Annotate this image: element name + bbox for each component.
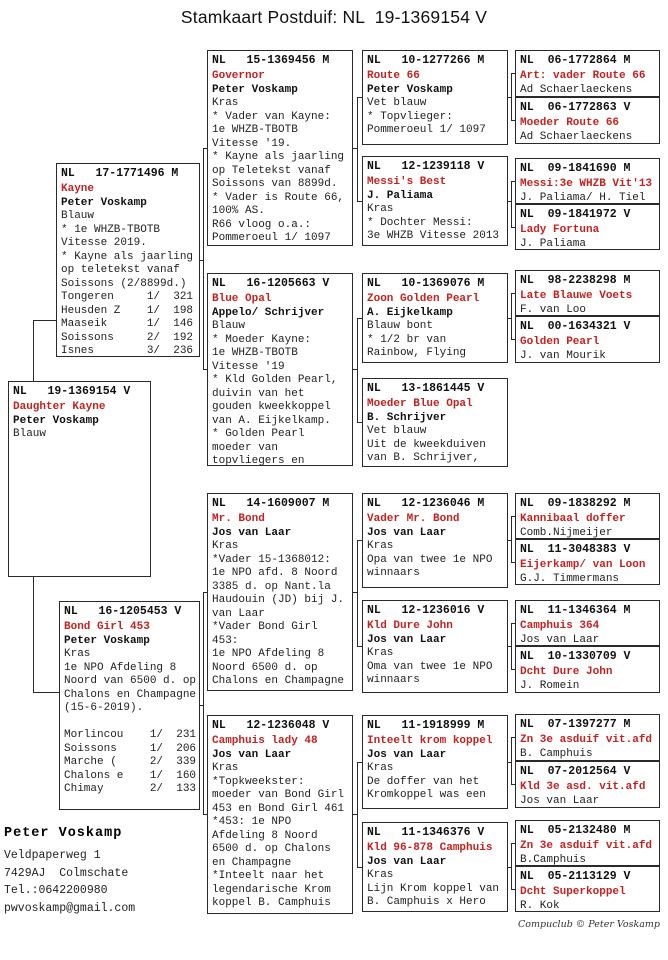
pigeon-name: Kayne <box>61 183 95 195</box>
box-line: Ad Schaerlaeckens <box>520 130 633 143</box>
connector-line <box>203 148 208 149</box>
connector-line <box>511 737 512 785</box>
pigeon-name: Camphuis lady 48 <box>212 735 318 747</box>
box-line: op Teletekst vanaf <box>212 164 331 177</box>
box-line: * Kayne als jaarling <box>212 151 345 163</box>
box-line: Kromkoppel was een <box>367 789 486 801</box>
pigeon-name: Inteelt krom koppel <box>367 735 493 747</box>
connector-line <box>511 669 516 670</box>
box-line: G.J. Timmermans <box>520 572 620 585</box>
connector-line <box>357 540 363 541</box>
box-line: Opa van twee 1e NPO <box>367 553 493 566</box>
box-line: van Laar <box>212 607 265 620</box>
connector-line <box>33 320 34 382</box>
box-line: Blauw <box>13 428 47 440</box>
pedigree-box-vader-mr-bond <box>362 493 508 588</box>
box-line: Chalons en Champagne <box>64 688 197 701</box>
ring-number: NL 07-2012564 V <box>520 765 631 778</box>
pigeon-name: Messi's Best <box>367 176 447 188</box>
pedigree-box-messis-best <box>362 156 508 246</box>
pedigree-box-dcht-dure-john <box>515 646 660 693</box>
connector-line <box>511 181 512 228</box>
box-line: *Inteelt naar het <box>212 870 325 882</box>
pedigree-box-eijerkamp-van-loon <box>515 539 660 585</box>
fancier-name: B. Schrijver <box>367 411 447 424</box>
pedigree-box-daughter-kayne <box>8 381 151 577</box>
connector-line <box>357 540 358 647</box>
box-line: * Dochter Messi: <box>367 216 473 229</box>
pigeon-name: Vader Mr. Bond <box>367 513 460 525</box>
connector-line <box>511 293 512 340</box>
ring-number: NL 10-1277266 M <box>367 54 485 67</box>
page-title: Stamkaart Postduif: NL 19-1369154 V <box>180 7 488 27</box>
box-line: * 1e WHZB-TBOTB <box>61 223 161 236</box>
fancier-name: A. Eijkelkamp <box>367 306 453 319</box>
box-line: van A. Eijkelkamp. <box>212 414 331 427</box>
box-line: Kras <box>212 762 239 774</box>
pigeon-name: Moeder Blue Opal <box>367 398 473 410</box>
connector-line <box>357 762 363 763</box>
connector-line <box>203 592 208 593</box>
box-line: 3e WHZB Vitesse 2013 <box>367 230 500 242</box>
box-line: Kras <box>212 540 239 552</box>
connector-line <box>511 516 512 563</box>
ring-number: NL 05-2113129 V <box>520 870 631 883</box>
ring-number: NL 10-1330709 V <box>520 650 631 663</box>
box-line: en Champagne <box>212 856 292 869</box>
box-line: Jos van Laar <box>520 633 600 646</box>
pedigree-box-lady-fortuna <box>515 204 660 250</box>
box-line: Afdeling 8 Noord <box>212 829 318 842</box>
box-line: Isnes 3/ 236 <box>61 345 194 357</box>
box-line: Maaseik 1/ 146 <box>61 318 194 330</box>
box-line: winnaars <box>367 567 420 579</box>
fancier-name: Jos van Laar <box>367 526 447 539</box>
box-line: koppel B. Camphuis <box>212 897 331 909</box>
ring-number: NL 98-2238298 M <box>520 274 631 287</box>
box-line: J. van Mourik <box>520 349 606 362</box>
pedigree-box-zn-3e-asduif-vitafd-1 <box>515 714 660 761</box>
connector-line <box>203 369 208 370</box>
ring-number: NL 16-1205453 V <box>64 605 182 618</box>
box-line: Kras <box>212 97 239 109</box>
box-line: Vitesse 2019. <box>61 237 147 249</box>
box-line: 1e NPO afd. 8 Noord <box>212 567 338 579</box>
box-line: Kras <box>367 869 394 881</box>
connector-line <box>511 73 516 74</box>
pigeon-name: Messi:3e WHZB Vit'13 <box>520 178 653 190</box>
box-line: Vitesse '19 <box>212 360 285 373</box>
connector-line <box>511 784 516 785</box>
connector-line <box>357 318 358 423</box>
box-line: Oma van twee 1e NPO <box>367 660 493 673</box>
box-line: Noord 6500 d. op <box>212 661 318 674</box>
connector-line <box>357 867 363 868</box>
pedigree-box-blue-opal <box>207 273 353 466</box>
fancier-name: Peter Voskamp <box>13 414 99 427</box>
box-line: Kras <box>367 540 394 552</box>
box-line: 1e WHZB-TBOTB <box>212 124 298 136</box>
ring-number: NL 11-3048383 V <box>520 543 631 556</box>
pigeon-name: Zoon Golden Pearl <box>367 293 480 305</box>
box-line: Blauw bont <box>367 320 434 332</box>
pigeon-name: Zn 3e asduif vit.afd <box>520 734 653 746</box>
pedigree-box-governor <box>207 50 353 246</box>
pedigree-box-kayne <box>56 163 200 357</box>
connector-line <box>511 120 516 121</box>
owner-phone: Tel.:0642200980 <box>4 884 108 897</box>
connector-line <box>357 201 363 202</box>
box-line: Soissons (2/8899d.) <box>61 277 187 290</box>
connector-line <box>511 293 516 294</box>
box-line: Marche ( 2/ 339 <box>64 756 197 768</box>
pigeon-name: Route 66 <box>367 70 420 82</box>
box-line: De doffer van het <box>367 775 480 788</box>
box-line: Rainbow, Flying <box>367 347 467 359</box>
connector-line <box>511 339 516 340</box>
pedigree-box-art-vader-route-66 <box>515 50 660 97</box>
box-line: van B. Schrijver, <box>367 452 480 464</box>
box-line: R66 vloog o.a.: <box>212 218 312 231</box>
box-line: op teletekst vanaf <box>61 264 180 276</box>
connector-line <box>511 843 516 844</box>
ring-number: NL 19-1369154 V <box>13 385 131 398</box>
ring-number: NL 13-1861445 V <box>367 382 485 395</box>
pigeon-name: Zn 3e asduif vit.afd <box>520 840 653 852</box>
box-line: * Vader is Route 66, <box>212 191 345 204</box>
ring-number: NL 05-2132480 M <box>520 824 631 837</box>
box-line: *Vader 15-1368012: <box>212 553 331 566</box>
box-line <box>64 716 197 730</box>
box-line: *Topkweekster: <box>212 775 305 788</box>
ring-number: NL 00-1634321 V <box>520 320 631 333</box>
box-line: B. Camphuis x Hero <box>367 896 486 908</box>
pigeon-name: Blue Opal <box>212 293 272 305</box>
box-line: 453: <box>212 634 239 647</box>
box-line: Soissons 1/ 206 <box>64 742 197 755</box>
ring-number: NL 11-1346364 M <box>520 604 631 617</box>
box-line: Noord van 6500 d. op <box>64 675 197 687</box>
box-line: gouden kweekkoppel <box>212 401 331 413</box>
box-line: J. Paliama/ H. Tiel <box>520 191 646 204</box>
pedigree-box-zoon-golden-pearl <box>362 273 508 363</box>
pigeon-name: Art: vader Route 66 <box>520 70 646 82</box>
pedigree-box-moeder-blue-opal <box>362 378 508 467</box>
box-line: 3385 d. op Nant.la <box>212 580 331 593</box>
connector-line <box>357 762 358 868</box>
ring-number: NL 14-1609007 M <box>212 497 330 510</box>
box-line: Kras <box>367 203 394 215</box>
pedigree-box-golden-pearl <box>515 316 660 363</box>
box-line: 100% AS. <box>212 205 265 217</box>
box-line: Kras <box>64 648 91 660</box>
box-line: Soissons van 8899d. <box>212 178 338 190</box>
pigeon-name: Mr. Bond <box>212 513 265 525</box>
box-line: (15-6-2019). <box>64 702 144 714</box>
box-line: Tongeren 1/ 321 <box>61 291 194 303</box>
ring-number: NL 12-1239118 V <box>367 160 485 173</box>
box-line: moeder van <box>212 441 279 454</box>
pedigree-box-camphuis-364 <box>515 600 660 646</box>
connector-line <box>511 562 516 563</box>
ring-number: NL 12-1236046 M <box>367 497 485 510</box>
box-line: Comb.Nijmeijer <box>520 526 613 539</box>
ring-number: NL 15-1369456 M <box>212 54 330 67</box>
pedigree-box-route-66 <box>362 50 508 145</box>
box-line: Blauw <box>61 210 95 222</box>
box-line: * Kayne als jaarling <box>61 250 194 263</box>
footer-credit: Compuclub © Peter Voskamp <box>518 919 660 930</box>
owner-address-block <box>4 826 135 917</box>
fancier-name: Jos van Laar <box>212 526 292 539</box>
ring-number: NL 11-1346376 V <box>367 826 485 839</box>
connector-line <box>203 814 208 815</box>
pigeon-name: Camphuis 364 <box>520 620 600 632</box>
box-line: 1e NPO Afdeling 8 <box>64 661 177 674</box>
connector-line <box>203 592 204 815</box>
pigeon-name: Daughter Kayne <box>13 401 106 413</box>
connector-line <box>511 737 516 738</box>
box-line: legendarische Krom <box>212 883 331 896</box>
box-line: B. Camphuis <box>520 747 593 760</box>
pedigree-box-kld-dure-john <box>362 600 508 693</box>
pedigree-box-zn-3e-asduif-vitafd-2 <box>515 820 660 866</box>
box-line: moeder van Bond Girl <box>212 789 345 801</box>
box-line: J. Romein <box>520 679 580 692</box>
owner-city: 7429AJ Colmschate <box>4 866 129 880</box>
connector-line <box>357 97 358 202</box>
box-line: duivin van het <box>212 387 305 400</box>
box-line: Kras <box>367 762 394 774</box>
ring-number: NL 06-1772863 V <box>520 101 631 114</box>
box-line: 6500 d. op Chalons <box>212 843 331 855</box>
connector-line <box>511 227 516 228</box>
box-line: Blauw <box>212 320 246 332</box>
box-line: winnaars <box>367 674 420 686</box>
box-line: * Topvlieger: <box>367 110 453 123</box>
pigeon-name: Eijerkamp/ van Loon <box>520 559 646 571</box>
connector-line <box>511 181 516 182</box>
connector-line <box>511 73 512 121</box>
box-line: *453: 1e NPO <box>212 816 292 828</box>
box-line: * Kld Golden Pearl, <box>212 374 338 386</box>
box-line: R. Kok <box>520 899 560 912</box>
box-line: Pommeroeul 1/ 1097 <box>367 124 486 136</box>
ring-number: NL 07-1397277 M <box>520 718 631 731</box>
ring-number: NL 12-1236048 V <box>212 719 330 732</box>
pigeon-name: Dcht Superkoppel <box>520 886 626 898</box>
box-line: J. Paliama <box>520 237 587 250</box>
pedigree-box-messi <box>515 158 660 204</box>
pedigree-box-bond-girl-453 <box>59 601 200 810</box>
box-line: 1e WHZB-TBOTB <box>212 347 298 359</box>
box-line: topvliegers en <box>212 455 305 466</box>
connector-line <box>33 692 60 693</box>
connector-line <box>357 97 363 98</box>
fancier-name: Peter Voskamp <box>367 83 453 96</box>
box-line: Chalons e 1/ 160 <box>64 769 197 782</box>
box-line: * 1/2 br van <box>367 333 447 346</box>
connector-line <box>511 623 516 624</box>
box-line: Vet blauw <box>367 97 427 109</box>
ring-number: NL 09-1841972 V <box>520 208 631 221</box>
ring-number: NL 16-1205663 V <box>212 277 330 290</box>
fancier-name: Jos van Laar <box>367 855 447 868</box>
fancier-name: Appelo/ Schrijver <box>212 306 325 319</box>
owner-email: pwvoskamp@gmail.com <box>4 901 136 915</box>
ring-number: NL 06-1772864 M <box>520 54 631 67</box>
pedigree-box-kld-3e-asd-vitafd <box>515 761 660 808</box>
pigeon-name: Kld Dure John <box>367 620 453 632</box>
pedigree-box-kannibaal-doffer <box>515 493 660 539</box>
pigeon-name: Lady Fortuna <box>520 224 600 236</box>
box-line: Soissons 2/ 192 <box>61 331 194 344</box>
pedigree-box-camphuis-lady-48 <box>207 715 353 914</box>
connector-line <box>357 646 363 647</box>
box-line: Chimay 2/ 133 <box>64 783 197 795</box>
connector-line <box>511 843 512 889</box>
pigeon-name: Kannibaal doffer <box>520 513 626 525</box>
pigeon-name: Moeder Route 66 <box>520 117 620 129</box>
fancier-name: Peter Voskamp <box>61 196 147 209</box>
box-line: Kras <box>367 647 394 659</box>
connector-line <box>33 577 34 693</box>
pedigree-box-mr-bond <box>207 493 353 691</box>
owner-name: Peter Voskamp <box>4 826 123 841</box>
fancier-name: Jos van Laar <box>367 748 447 761</box>
connector-line <box>33 320 57 321</box>
connector-line <box>357 318 363 319</box>
box-line: Vet blauw <box>367 425 427 437</box>
ring-number: NL 17-1771496 M <box>61 167 179 180</box>
ring-number: NL 09-1838292 M <box>520 497 631 510</box>
box-line: B.Camphuis <box>520 853 587 866</box>
box-line: F. van Loo <box>520 303 587 316</box>
box-line: 453 en Bond Girl 461 <box>212 802 345 815</box>
connector-line <box>511 889 516 890</box>
box-line: Heusden Z 1/ 198 <box>61 304 194 317</box>
pigeon-name: Governor <box>212 70 265 82</box>
connector-line <box>357 422 363 423</box>
box-line: *Vader Bond Girl <box>212 621 318 633</box>
box-line: * Vader van Kayne: <box>212 110 331 123</box>
box-line: Chalons en Champagne <box>212 675 345 687</box>
connector-line <box>511 516 516 517</box>
box-line: * Golden Pearl <box>212 428 305 440</box>
box-line: Haudouin (JD) bij J. <box>212 594 345 606</box>
pedigree-box-kld-96-878-camphuis <box>362 822 508 912</box>
box-line: Ad Schaerlaeckens <box>520 83 633 96</box>
box-line: Morlincou 1/ 231 <box>64 729 197 741</box>
pigeon-name: Kld 3e asd. vit.afd <box>520 781 646 793</box>
pedigree-box-inteelt-krom-koppel <box>362 715 508 809</box>
box-line: Pommeroeul 1/ 1097 <box>212 232 331 244</box>
pigeon-name: Golden Pearl <box>520 336 600 348</box>
pigeon-name: Kld 96-878 Camphuis <box>367 842 493 854</box>
fancier-name: J. Paliama <box>367 189 434 202</box>
box-line: Uit de kweekduiven <box>367 438 486 451</box>
fancier-name: Jos van Laar <box>367 633 447 646</box>
ring-number: NL 11-1918999 M <box>367 719 485 732</box>
box-line: Jos van Laar <box>520 794 600 807</box>
box-line: Vitesse '19. <box>212 137 292 150</box>
ring-number: NL 12-1236016 V <box>367 604 485 617</box>
pigeon-name: Bond Girl 453 <box>64 621 150 633</box>
pedigree-box-dcht-superkoppel <box>515 866 660 912</box>
pigeon-name: Late Blauwe Voets <box>520 290 633 302</box>
fancier-name: Peter Voskamp <box>212 83 298 96</box>
fancier-name: Jos van Laar <box>212 748 292 761</box>
box-line: Lijn Krom koppel van <box>367 882 500 895</box>
owner-street: Veldpaperweg 1 <box>4 849 101 862</box>
box-line: 1e NPO Afdeling 8 <box>212 648 325 660</box>
connector-line <box>511 623 512 670</box>
pedigree-box-late-blauwe-voets <box>515 270 660 316</box>
fancier-name: Peter Voskamp <box>64 634 150 647</box>
ring-number: NL 09-1841690 M <box>520 162 631 175</box>
connector-line <box>203 148 204 370</box>
ring-number: NL 10-1369076 M <box>367 277 485 290</box>
pigeon-name: Dcht Dure John <box>520 666 613 678</box>
box-line: * Moeder Kayne: <box>212 333 312 346</box>
pedigree-box-moeder-route-66 <box>515 97 660 144</box>
